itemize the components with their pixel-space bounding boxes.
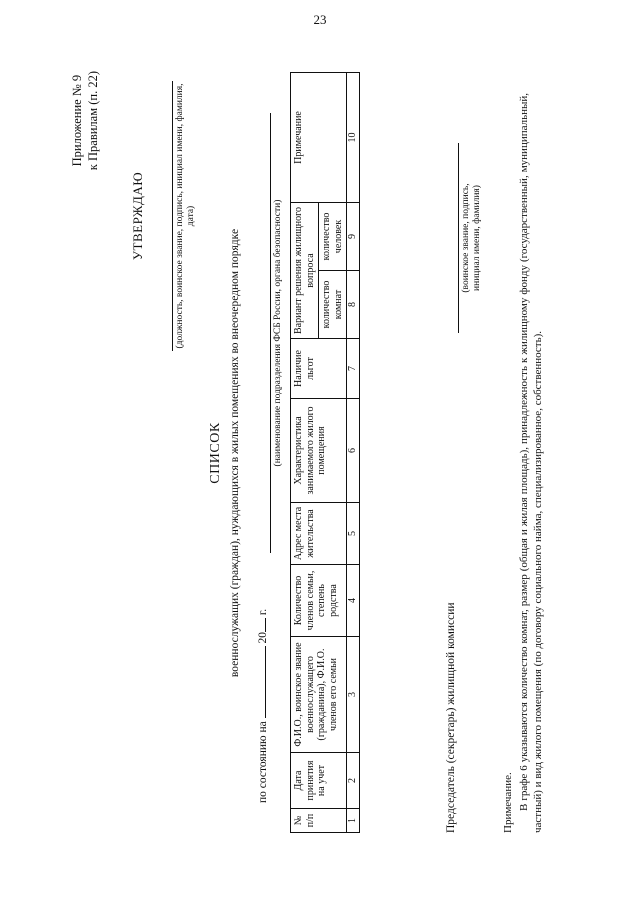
column-number: 10: [347, 72, 360, 202]
column-number: 9: [347, 202, 360, 270]
col-header-benefits: Наличие льгот: [291, 338, 347, 398]
date-blank: [265, 646, 266, 718]
col-header-full-name: Ф.И.О., воинское звание военнослужащего (гражданина), Ф.И.О. членов его семьи: [291, 636, 347, 752]
chairman-caption-line1: (воинское звание, подпись,: [461, 182, 471, 293]
col-header-housing-characteristics: Характеристика занимаемого жилого помещения: [291, 398, 347, 502]
table-header-row: [291, 72, 319, 832]
col-header-persons: количество человек: [319, 202, 347, 270]
chairman-signature-line: [458, 143, 459, 333]
column-number-row: [347, 72, 360, 832]
approval-block: [130, 81, 197, 351]
as-of-date-line: [257, 608, 271, 802]
note-text: В графе 6 указываются количество комнат, размер (общая и жилая площадь), принадлежность к жилищному фонду (государственный, муниципальный, частный) и вид жилого помещения (по договору социального найма, специализированное, собственность).: [518, 92, 545, 833]
approval-signature-line: [172, 81, 173, 351]
document-title: СПИСОК: [208, 421, 223, 484]
year-blank: [265, 617, 266, 631]
year-prefix: 20: [257, 631, 269, 643]
appendix-number: Приложение № 9: [70, 74, 84, 166]
column-number: 3: [347, 636, 360, 752]
as-of-label: по состоянию на: [257, 720, 269, 803]
form-sheet: [60, 53, 580, 853]
col-header-registration-date: Дата принятия на учет: [291, 752, 347, 808]
unit-name-caption: (наименование подразделения ФСБ России, органа безопасности): [273, 199, 283, 466]
col-header-family-members: Количество членов семьи, степень родства: [291, 564, 347, 636]
column-number: 5: [347, 502, 360, 564]
column-number: 6: [347, 398, 360, 502]
unit-name-line: [270, 113, 271, 553]
col-header-number: № п/п: [291, 808, 347, 832]
column-number: 1: [347, 808, 360, 832]
page-number: 23: [313, 12, 327, 27]
col-header-remarks: Примечание: [291, 72, 347, 202]
column-number: 4: [347, 564, 360, 636]
year-suffix: г.: [257, 608, 269, 615]
approval-caption: (должность, воинское звание, подпись, инициал имени, фамилия, дата): [174, 82, 196, 349]
note-title: Примечание.: [502, 771, 514, 833]
register-table: [290, 71, 360, 832]
commission-chairman-label: Председатель (секретарь) жилищной комиссии: [445, 601, 457, 833]
appendix-reference: [70, 71, 101, 170]
column-number: 7: [347, 338, 360, 398]
chairman-signature-block: [458, 143, 484, 333]
col-header-address: Адрес места жительства: [291, 502, 347, 564]
col-header-housing-solution: Вариант решения жилищного вопроса: [291, 202, 319, 338]
chairman-caption-line2: инициал имени, фамилия): [472, 184, 483, 291]
document-subtitle: военнослужащих (граждан), нуждающихся в жилых помещениях во внеочередном порядке: [229, 228, 241, 677]
approval-title: УТВЕРЖДАЮ: [130, 171, 145, 260]
column-number: 8: [347, 270, 360, 338]
col-header-rooms: количество комнат: [319, 270, 347, 338]
column-number: 2: [347, 752, 360, 808]
appendix-rules-ref: к Правилам (п. 22): [85, 70, 100, 170]
